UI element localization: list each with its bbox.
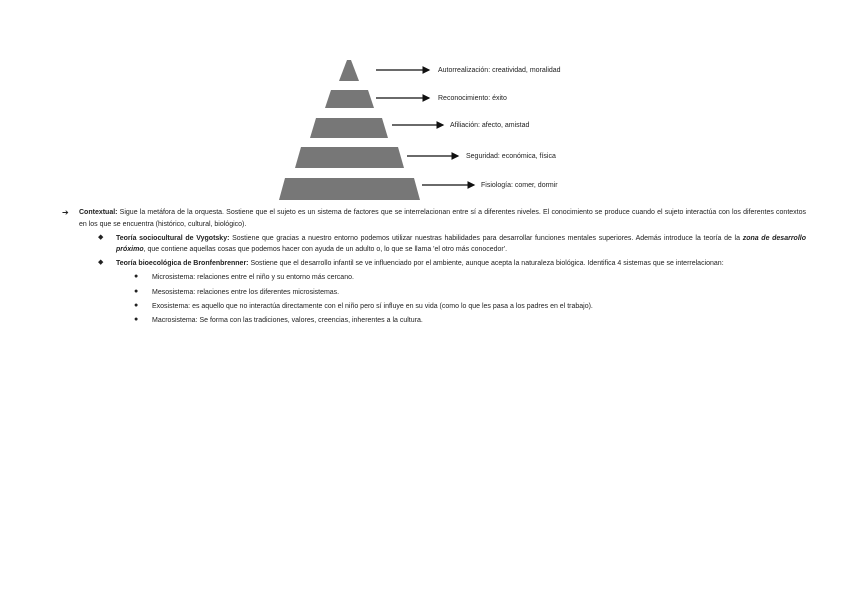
- diamond-bullet-icon: ◆: [98, 233, 104, 241]
- pyramid-label-3: Afiliación: afecto, amistad: [450, 122, 530, 129]
- system-text: Exosistema: es aquello que no interactúa directamente con el niño pero sí influye en su vida (como lo que les pasa a los padres en el trabajo).: [152, 302, 593, 310]
- pyramid-level-3: [310, 118, 388, 138]
- bronfenbrenner-text: Sostiene que el desarrollo infantil se ve influenciado por el ambiente, aunque acepta la naturaleza biológica. Identifica 4 sistemas que se interrelacionan:: [248, 260, 724, 268]
- vygotsky-text-after: , que contiene aquellas cosas que podemos hacer con ayuda de un adulto o, lo que se llama 'el otro más conocedor'.: [143, 246, 508, 254]
- dot-bullet-icon: ●: [134, 301, 139, 309]
- pyramid-label-4: Seguridad: económica, física: [466, 153, 556, 160]
- pyramid-level-5: [279, 178, 420, 200]
- system-text: Microsistema: relaciones entre el niño y su entorno más cercano.: [152, 274, 354, 282]
- pyramid-level-4: [295, 147, 404, 168]
- vygotsky-term: Teoría sociocultural de Vygotsky:: [116, 234, 230, 242]
- bronfenbrenner-item: [62, 258, 806, 270]
- contextual-paragraph: [62, 207, 806, 230]
- pyramid-label-1: Autorrealización: creatividad, moralidad: [438, 67, 561, 74]
- vygotsky-text-before: Sostiene que gracias a nuestro entorno podemos utilizar nuestras habilidades para desarrollar funciones mentales superiores. Además introduce la teoría de la: [229, 234, 743, 242]
- system-item-micro: [62, 272, 806, 284]
- pyramid-level-1: [339, 60, 359, 81]
- contextual-term: Contextual:: [79, 209, 118, 216]
- system-text: Macrosistema: Se forma con las tradiciones, valores, creencias, inherentes a la cultura.: [152, 316, 423, 324]
- maslow-pyramid: [0, 0, 848, 210]
- pyramid-label-5: Fisiología: comer, dormir: [481, 182, 558, 189]
- system-item-macro: [62, 315, 806, 327]
- contextual-text: Sigue la metáfora de la orquesta. Sostiene que el sujeto es un sistema de factores que se interrelacionan entre sí a diferentes niveles. El conocimiento se produce cuando el sujeto interactúa con los diferentes contextos en los que se encuentra (histórico, cultural, biológico).: [79, 209, 806, 228]
- bronfenbrenner-term: Teoría bioecológica de Bronfenbrenner:: [116, 260, 249, 268]
- dot-bullet-icon: ●: [134, 287, 139, 295]
- system-item-exo: [62, 301, 806, 313]
- dot-bullet-icon: ●: [134, 315, 139, 323]
- document-body: [62, 207, 806, 326]
- pyramid-label-2: Reconocimiento: éxito: [438, 95, 507, 102]
- pyramid-level-2: [325, 90, 374, 108]
- vygotsky-item: [62, 233, 806, 256]
- diamond-bullet-icon: ◆: [98, 259, 104, 267]
- system-item-meso: [62, 287, 806, 299]
- dot-bullet-icon: ●: [134, 273, 139, 281]
- system-text: Mesosistema: relaciones entre los diferentes microsistemas.: [152, 288, 340, 296]
- vygotsky-emphasis: zona de desarrollo próximo: [116, 234, 806, 254]
- arrow-bullet-icon: ➔: [62, 208, 69, 217]
